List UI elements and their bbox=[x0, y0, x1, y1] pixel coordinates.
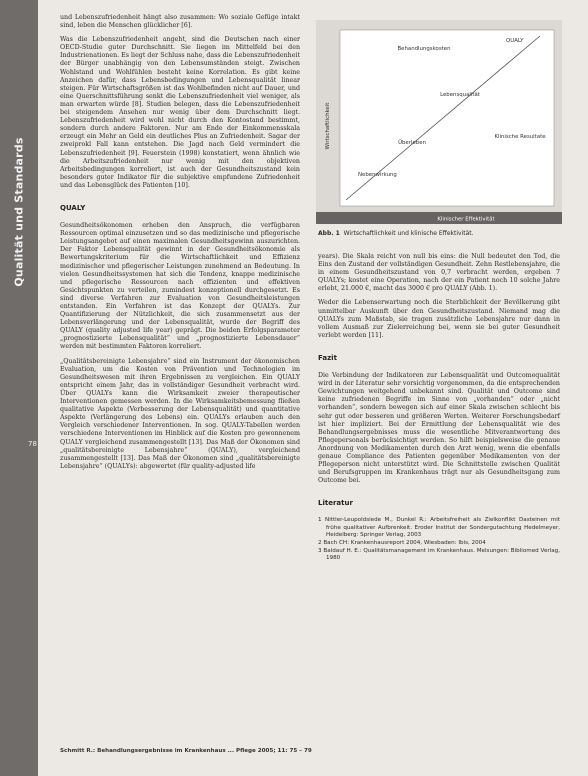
label-ueberleben: Überleben bbox=[398, 140, 426, 146]
figure-diagram bbox=[316, 20, 562, 224]
section-sidebar bbox=[0, 0, 38, 776]
qualy-paragraph-1: Gesundheitsökonomen erheben den Anspruch, die verfügbaren Ressourcen optimal einzusetzen und so das medizinische und pflegerische Leistungsangebot auf einen maximalen Gesundheitsgewinn auszurichten. Der Faktor Lebensqualität gewinnt in der Gesundheitsökonomie als Bewertungskriterium für die Wirtschaftlichkeit und Effizienz medizinischer und pflegerischer Leistungen zunehmend an Bedeutung. In vielen Gesundheitssystemen hat sich die Tendenz, knappe medizinische und pflegerische Ressourcen nach effizienten und effektiven Gesichtspunkten zu verteilen, zumindest konzeptionell durchgesetzt. Es sind diverse Verfahren zur Evaluation von Gesundheitsleistungen entstanden. Ein Verfahren ist das Konzept der QUALYs. Zur Quantifizierung der Nützlichkeit, die sich zusammensetzt aus der Lebensverlängerung und der Lebensqualität, wurde der Begriff des QUALY (quality adjusted life year) geprägt. Die beiden Erfolgsparameter „prognostizierte Lebensqualität“ und „prognostizierte Lebensdauer“ werden mit bestimmten Faktoren korreliert. bbox=[60, 222, 300, 351]
label-nebenwirkung: Nebenwirkung bbox=[358, 172, 397, 178]
fazit-paragraph: Die Verbindung der Indikatoren zur Lebensqualität und Outcomequalität wird in der Literatur sehr vorsichtig vorgenommen, da die entsprechenden Gewichtungen weitgehend unbekannt sind. Qualität und Outcome sind keine zufriedenen Begriffe im Sinne von „vorhanden“ oder „nicht vorhanden“, sondern bewegen sich auf einer Skala zwischen schlecht bis sehr gut oder besseren und größeren Werten. Weiterer Forschungsbedarf ist hier impliziert. Bei der Ermittlung der Lebensqualität wie des Behandlungsergebnisses muss die wesentliche Mitverantwortung des Pflegepersonals berücksichtigt werden. So hilft beispielsweise die genaue Anordnung von Medikamenten durch den Arzt wenig, wenn die ebenfalls genaue Compliance des Patienten gegenüber Medikamenten von der Pflegeperson nicht unterstützt wird. Die Schnittstelle zwischen Qualität und Berufsgruppen im Krankenhaus trägt nur als Gesundheitsgang zum Outcome bei. bbox=[318, 372, 560, 485]
reference-item: 2 Bach CH: Krankenhausreport 2004, Wiesbaden: Ibis, 2004 bbox=[318, 540, 486, 547]
reference-list bbox=[318, 517, 560, 562]
page-footer: Schmitt R.: Behandlungsergebnisse im Krankenhaus ... Pflege 2005; 11: 75 – 79 bbox=[60, 748, 312, 754]
qualy-heading: QUALY bbox=[60, 203, 86, 212]
caption-label: Abb. 1 bbox=[318, 230, 340, 237]
left-column bbox=[60, 14, 300, 477]
fazit-heading: Fazit bbox=[318, 353, 337, 362]
reference-item: 1 Nittler-Leupoldsiede M., Dunkel R.: Arbeitsfreiheit als Zielkonflikt Dasteinen mit frühe qualitativer Aufbrenkeit. Eroder Institut der Sondergutachtung Hedelmeyer, Heidelberg: Springer Verlag, 2003 bbox=[318, 517, 560, 538]
label-lebensqualitaet: Lebensqualität bbox=[440, 92, 480, 98]
section-title: Qualität und Standards bbox=[12, 137, 26, 287]
figure-caption bbox=[318, 230, 560, 237]
page-number: 78 bbox=[28, 440, 37, 448]
right-column bbox=[318, 253, 560, 564]
intro-paragraph-2: Was die Lebenszufriedenheit angeht, sind die Deutschen nach einer OECD-Studie guter Durchschnitt. Sie liegen im Mittelfeld bei den Industrienationen. Es liegt der Schluss nahe, dass die Lebenszufriedenheit der Bürger unabhängig von den Lebensumständen steigt. Zwischen Wohlstand und Wohlfühlen besteht keine Korrelation. Es gibt keine Anzeichen dafür, dass Lebensbedingungen und Lebensqualität linear steigen. Für Wirtschaftsgrößen ist das Wohlbefinden nicht auf Dauer, und eine Querschnittsführung senkt die Lebenszufriedenheit viel weniger, als man erwarten würde [8]. Studien belegen, dass die Lebenszufriedenheit bei steigendem Ansehen nur wenig über dem Durchschnitt liegt. Lebenszufriedenheit wird wohl nicht durch den Kontostand bestimmt, sondern durch andere Faktoren. Nur am Ende der Einkommensskala erzeugt ein Mehr an Geld ein deutliches Plus an Zufriedenheit. Sagar der zweiprokl Fall kann entstehen. Die Jagd nach Geld vermindert die Lebenszufriedenheit [9]. Feuerstein (1998) konstatiert, wenn ähnlich wie die Arbeitszufriedenheit nur wenig mit den objektiven Arbeitsbedingungen korreliert, ist auch der Gesundheitszustand kein besonders guter Indikator für die subjektive empfundene Zufriedenheit und das Lebensglück des Patienten [10]. bbox=[60, 36, 300, 189]
label-klinische-resultate: Klinische Resultate bbox=[494, 134, 546, 140]
literatur-heading: Literatur bbox=[318, 499, 353, 508]
figure-plot-area bbox=[340, 30, 554, 206]
x-axis-label: Klinischer Effektivität bbox=[437, 216, 495, 223]
intro-paragraph-1: und Lebenszufriedenheit hängt also zusammen: Wo soziale Gefüge intakt sind, leben die Menschen glücklicher [6]. bbox=[60, 14, 300, 30]
qualy-paragraph-2: „Qualitätsbereinigte Lebensjahre“ sind ein Instrument der ökonomischen Evaluation, um die Kosten von Prävention und Technologien im Gesundheitswesen mit ihren Ergebnissen zu vergleichen. Ein QUALY entspricht einem Jahr, das in vollständiger Gesundheit verbracht wird. Über QUALYs kann die Wirksamkeit zweier therapeutischer Interventionen gemessen werden. In die Wirksamkeitsbemessung fließen qualitative Aspekte (Verbesserung der Lebensqualität) und quantitative Aspekte (Verlängerung des Lebens) ein. QUALYs erlauben auch den Vergleich verschiedener Interventionen. In sog. QUALY-Tabellen werden verschiedene Interventionen im Hinblick auf die Kosten pro gewonnenem QUALY vergleichend zusammengestellt [13]. Das Maß der Ökonomen sind „qualitätsbereinigte Lebensjahre“ (QUALY), vergleichend zusammengestellt [13]. Das Maß der Ökonomen sind „qualitätsbereinigte Lebensjahre“ (QUALYs): abgewertet (für quality-adjusted life bbox=[60, 357, 300, 470]
right-paragraph-1: years). Die Skala reicht von null bis eins: die Null bedeutet den Tod, die Eins den Zustand der vollständigen Gesundheit. Zehn Restlebensjahre, die in einem Gesundheitszustand von 0,7 verbracht werden, ergeben 7 QUALYs; kostet eine Operation, nach der ein Patient noch 10 solche Jahre erlebt, 21.000 €, macht das 3000 € pro QUALY (Abb. 1). bbox=[318, 253, 560, 293]
label-behandlungskosten: Behandlungskosten bbox=[397, 46, 451, 52]
right-paragraph-2: Weder die Lebenserwartung noch die Sterblichkeit der Bevölkerung gibt unmittelbar Auskunft über den Gesundheitszustand. Niemand mag die QUALYs zum Maßstab, sie tragen zusätzliche Lebensjahre nur dann in vollem Ausmaß zur Zielerreichung bei, wenn sie bei guter Gesundheit verlebt werden [11]. bbox=[318, 299, 560, 339]
reference-item: 3 Baldauf H. E.: Qualitätsmanagement im Krankenhaus. Melsungen: Bibliomed Verlag, 1980 bbox=[318, 548, 560, 562]
label-qualy: QUALY bbox=[506, 38, 524, 44]
y-axis-label: Wirtschaftlichkeit bbox=[325, 102, 331, 150]
caption-text: Wirtschaftlichkeit und klinische Effektivität. bbox=[343, 230, 474, 237]
